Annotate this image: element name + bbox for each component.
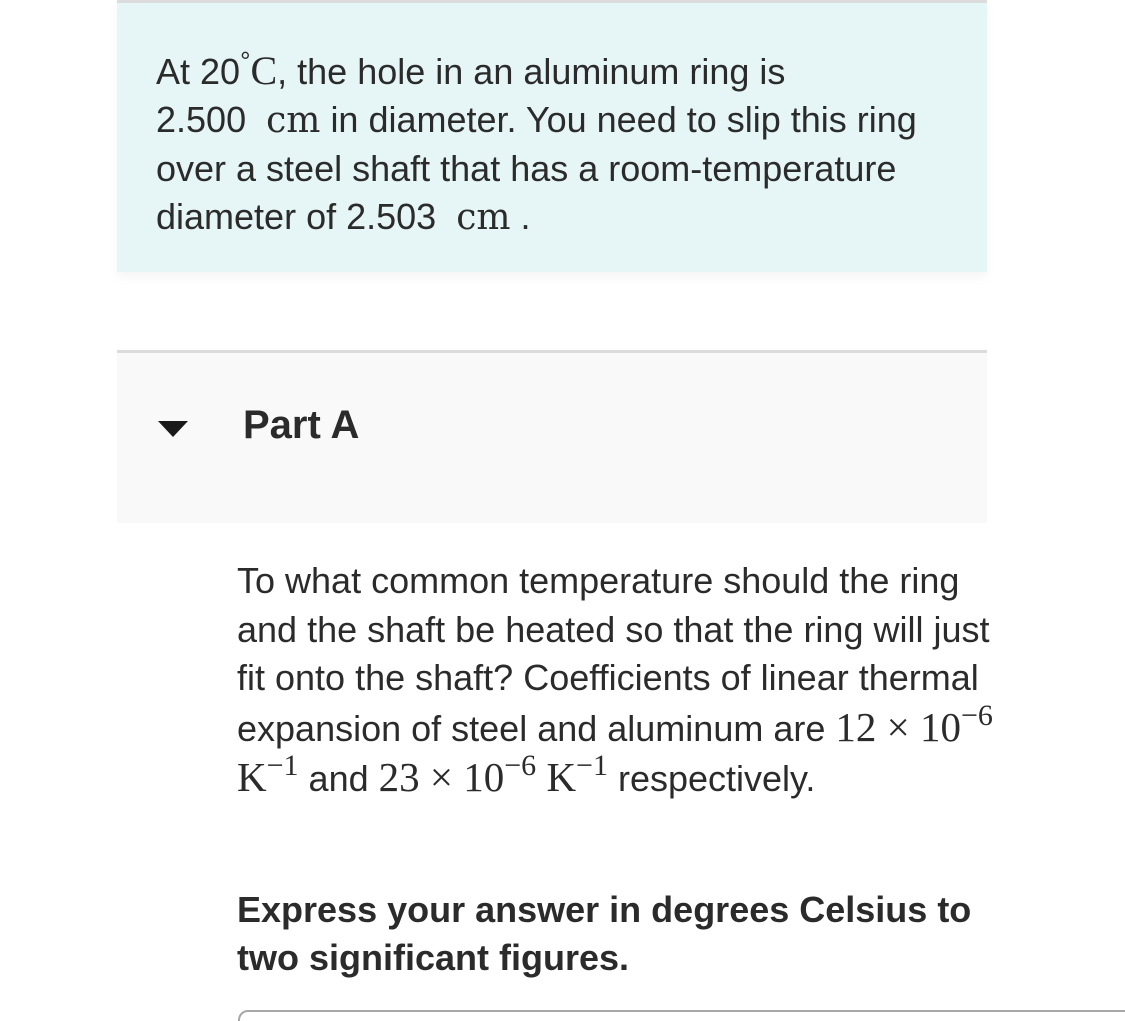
question-text	[237, 557, 997, 804]
answer-input-box[interactable]	[238, 1010, 1125, 1021]
question-text-and: and	[308, 758, 369, 799]
problem-intro-text	[156, 47, 936, 242]
unit-cm-1: cm	[266, 100, 321, 141]
caret-down-icon[interactable]	[158, 421, 188, 437]
steel-coeff-exponent: −6	[961, 698, 993, 732]
aluminum-coeff-exponent: −6	[504, 749, 537, 782]
steel-unit: K	[237, 754, 267, 800]
unit-cm-2: cm	[456, 197, 511, 238]
intro-text-3: .	[520, 196, 531, 237]
aluminum-coeff-base: 23 × 10	[378, 754, 505, 800]
aluminum-coefficient	[378, 749, 608, 800]
intro-text-1: , the hole in an aluminum ring is 2.500	[156, 51, 786, 140]
steel-unit-exponent: −1	[266, 749, 299, 782]
aluminum-unit: K	[546, 754, 577, 800]
intro-text-prefix: At 20	[156, 51, 241, 92]
problem-intro-box	[117, 0, 987, 272]
aluminum-unit-exponent: −1	[576, 749, 608, 782]
answer-instruction: Express your answer in degrees Celsius to two significant figures.	[237, 889, 972, 978]
part-a-title[interactable]: Part A	[243, 403, 360, 447]
question-text-3: respectively.	[617, 758, 816, 799]
degree-symbol: °	[240, 46, 251, 76]
celsius-unit: C	[250, 48, 278, 93]
question-text-1: To what common temperature should the ring and the shaft be heated so that the ring will just fit onto the shaft? Coefficients of linear thermal expansion of steel and aluminum are	[237, 560, 990, 749]
part-a-header[interactable]	[117, 350, 987, 523]
intro-text-2: in diameter. You need to slip this ring over a steel shaft that has a room-temperature diameter of 2.503	[156, 99, 917, 237]
steel-coeff-base: 12 × 10	[835, 703, 961, 750]
